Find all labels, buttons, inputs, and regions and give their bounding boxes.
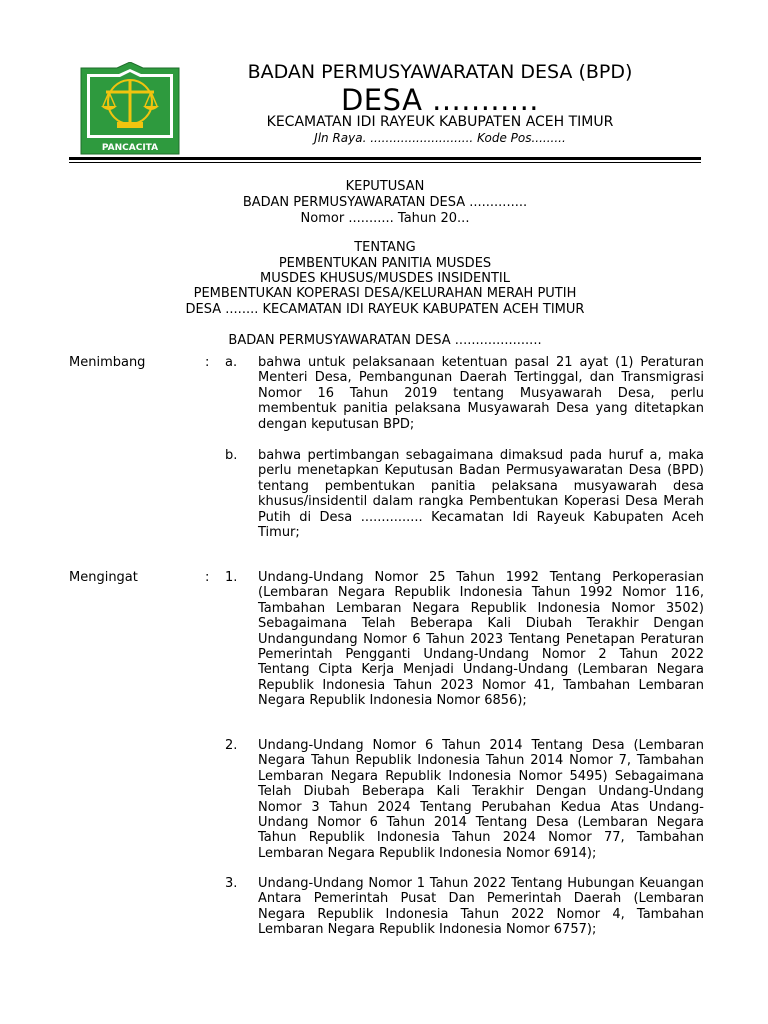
clause-text: bahwa pertimbangan sebagaimana dimaksud pada huruf a, maka perlu menetapkan Keputusan Badan Permusyawaratan Desa (BPD) tentang pembentukan panitia pelaksana musyawarah desa khusus/insidentil dalam rangka Pembentukan Koperasi Desa Merah Putih di Desa ............... Kecamatan Idi Rayeuk Kabupaten Aceh Timur; (258, 448, 704, 541)
law-text: Undang-Undang Nomor 25 Tahun 1992 Tentang Perkoperasian (Lembaran Negara Republik Indonesia Tahun 1992 Nomor 116, Tambahan Lembaran Negara Republik Indonesia Nomor 3502) Sebagaimana Telah Beberapa Kali Diubah Terakhir Dengan Undangundang Nomor 6 Tahun 2023 Tentang Penetapan Peraturan Pemerintah Pengganti Undang-Undang Nomor 2 Tahun 2022 Tentang Cipta Kerja Menjadi Undang-Undang (Lembaran Negara Republik Indonesia Tahun 2023 Nomor 41, Tambahan Lembaran Negara Republik Indonesia Nomor 6856); (258, 570, 704, 709)
logo-text: PANCACITA (101, 143, 159, 153)
subject-line-2: MUSDES KHUSUS/MUSDES INSIDENTIL (259, 271, 510, 286)
clause-number: b. (225, 448, 238, 463)
letterhead-village: DESA ........... (340, 83, 540, 117)
letterhead-address: Jln Raya. ........................... Kode Pos......... (314, 131, 566, 145)
clause-text: bahwa untuk pelaksanaan ketentuan pasal 21 ayat (1) Peraturan Menteri Desa, Pembangunan Daerah Tertinggal, dan Transmigrasi Nomor 16 Tahun 2019 tentang Musyawarah Desa, perlu membentuk panitia pelaksana Musyawarah Desa yang ditetapkan dengan keputusan BPD; (258, 355, 704, 432)
subject-line-4: DESA ........ KECAMATAN IDI RAYEUK KABUPATEN ACEH TIMUR (185, 302, 585, 317)
letterhead-title: BADAN PERMUSYAWARATAN DESA (BPD) (247, 61, 633, 83)
pancacita-logo (79, 62, 181, 155)
law-text: Undang-Undang Nomor 1 Tahun 2022 Tentang Hubungan Keuangan Antara Pemerintah Pusat Dan Pemerintah Daerah (Lembaran Negara Republik Indonesia Tahun 2022 Nomor 4, Tambahan Lembaran Negara Republik Indonesia Nomor 6757); (258, 876, 704, 938)
mengingat-label: Mengingat (69, 570, 138, 585)
menimbang-label: Menimbang (69, 355, 146, 370)
letterhead-district: KECAMATAN IDI RAYEUK KABUPATEN ACEH TIMUR (266, 114, 614, 130)
law-number: 1. (225, 570, 238, 585)
letterhead-rule-thin (69, 162, 701, 163)
decision-issuer: BADAN PERMUSYAWARATAN DESA .............. (242, 195, 528, 210)
law-number: 3. (225, 876, 238, 891)
subject-line-3: PEMBENTUKAN KOPERASI DESA/KELURAHAN MERAH PUTIH (193, 286, 577, 301)
law-number: 2. (225, 738, 238, 753)
letterhead-rule-thick (69, 157, 701, 160)
issuing-body: BADAN PERMUSYAWARATAN DESA ..................... (228, 333, 542, 348)
decision-number: Nomor ........... Tahun 20... (300, 211, 470, 226)
subject-line-1: PEMBENTUKAN PANITIA MUSDES (278, 256, 492, 271)
decision-title: KEPUTUSAN (345, 179, 425, 194)
menimbang-colon: : (205, 355, 210, 370)
about-label: TENTANG (354, 240, 416, 255)
clause-number: a. (225, 355, 238, 370)
mengingat-colon: : (205, 570, 210, 585)
law-text: Undang-Undang Nomor 6 Tahun 2014 Tentang Desa (Lembaran Negara Tahun Republik Indonesia Tahun 2014 Nomor 7, Tambahan Lembaran Negara Republik Indonesia Nomor 5495) Sebagaimana Telah Diubah Beberapa Kali Terakhir Dengan Undang-Undang Nomor 3 Tahun 2024 Tentang Perubahan Kedua Atas Undang-Undang Nomor 6 Tahun 2014 Tentang Desa (Lembaran Negara Tahun Republik Indonesia Tahun 2024 Nomor 77, Tambahan Lembaran Negara Republik Indonesia Nomor 6914); (258, 738, 704, 861)
